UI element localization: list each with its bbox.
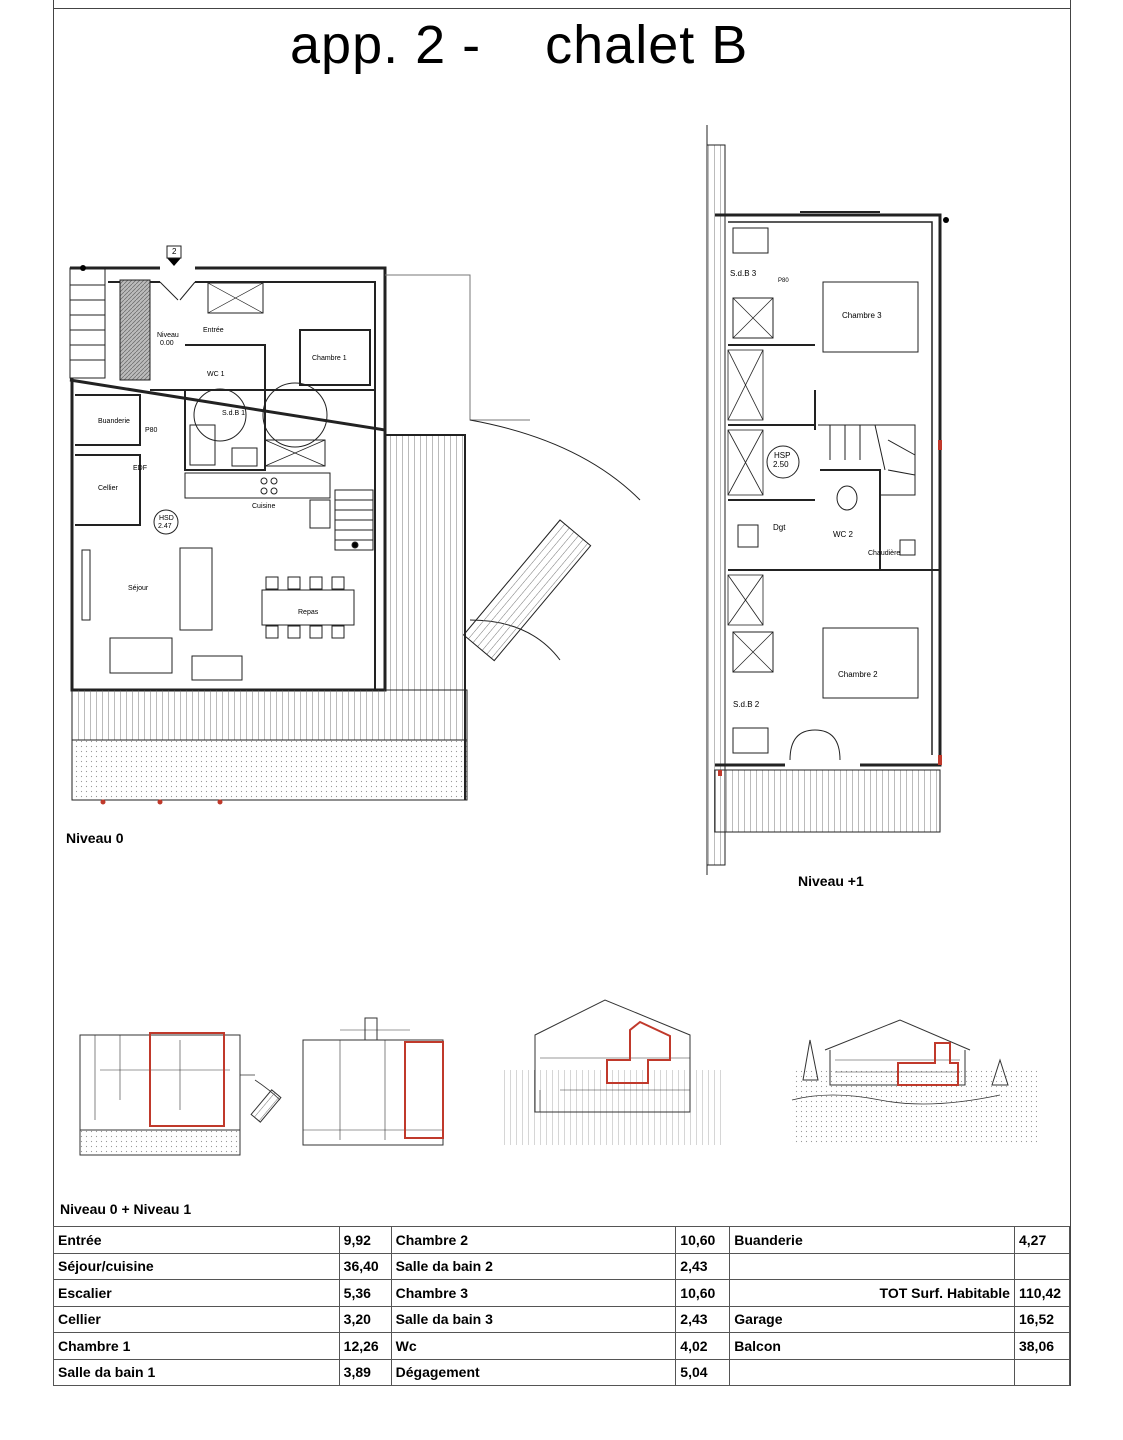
- room-wc2: WC 2: [833, 530, 853, 539]
- room-name: Cellier: [54, 1306, 340, 1333]
- table-row: [54, 1333, 1070, 1360]
- table-row: [54, 1359, 1070, 1386]
- room-area: 38,06: [1014, 1333, 1069, 1360]
- hsp-value: 2.50: [773, 460, 789, 469]
- thumbnail-level0: [80, 1033, 281, 1155]
- room-area: 10,60: [676, 1280, 730, 1307]
- room-name: Chambre 3: [391, 1280, 676, 1307]
- room-area: 36,40: [339, 1253, 391, 1280]
- room-area: 5,36: [339, 1280, 391, 1307]
- areas-table: [53, 1226, 1070, 1386]
- thumbnail-section: [502, 1000, 726, 1145]
- room-dgt: Dgt: [773, 523, 786, 532]
- room-name: [730, 1359, 1015, 1386]
- page-title: app. 2 - chalet B: [290, 15, 749, 75]
- room-area: 3,20: [339, 1306, 391, 1333]
- room-area: 2,43: [676, 1253, 730, 1280]
- room-cuisine: Cuisine: [252, 503, 276, 510]
- room-area: 12,26: [339, 1333, 391, 1360]
- table-row: [54, 1306, 1070, 1333]
- room-area: 9,92: [339, 1227, 391, 1254]
- room-area: 5,04: [676, 1359, 730, 1386]
- hsd-value: 2.47: [158, 523, 172, 530]
- room-area: 4,27: [1014, 1227, 1069, 1254]
- room-name: Salle da bain 1: [54, 1359, 340, 1386]
- total-label: TOT Surf. Habitable: [730, 1280, 1015, 1307]
- room-name: Garage: [730, 1306, 1015, 1333]
- room-name: Séjour/cuisine: [54, 1253, 340, 1280]
- total-area: 110,42: [1014, 1280, 1069, 1307]
- room-entree: Entrée: [203, 327, 224, 334]
- thumbnail-level1: [303, 1018, 443, 1145]
- room-name: Dégagement: [391, 1359, 676, 1386]
- entry-marker: 2: [172, 247, 177, 256]
- plan-level-1: [707, 125, 949, 875]
- room-area: 10,60: [676, 1227, 730, 1254]
- room-area: [1014, 1359, 1069, 1386]
- hsd-label: HSD: [159, 515, 174, 522]
- caption-level-1: Niveau +1: [798, 873, 864, 889]
- room-name: Salle da bain 3: [391, 1306, 676, 1333]
- caption-level-0: Niveau 0: [66, 830, 124, 846]
- room-name: Balcon: [730, 1333, 1015, 1360]
- niveau-label: Niveau: [157, 332, 179, 339]
- room-name: [730, 1253, 1015, 1280]
- room-area: 4,02: [676, 1333, 730, 1360]
- room-name: Escalier: [54, 1280, 340, 1307]
- room-name: Chambre 1: [54, 1333, 340, 1360]
- room-repas: Repas: [298, 609, 319, 616]
- room-sdb3: S.d.B 3: [730, 269, 757, 278]
- niveau-value: 0.00: [160, 340, 174, 347]
- door-p80-l1: P80: [778, 278, 789, 284]
- room-wc1: WC 1: [207, 371, 225, 378]
- room-buanderie: Buanderie: [98, 418, 130, 425]
- room-chambre1: Chambre 1: [312, 355, 347, 362]
- room-name: Buanderie: [730, 1227, 1015, 1254]
- table-row: [54, 1280, 1070, 1307]
- hsp-label: HSP: [774, 451, 791, 460]
- plan-level-0: [70, 246, 640, 805]
- room-cellier: Cellier: [98, 485, 118, 492]
- room-name: Chambre 2: [391, 1227, 676, 1254]
- room-sejour: Séjour: [128, 585, 149, 592]
- room-chambre2: Chambre 2: [838, 670, 878, 679]
- room-sdb2: S.d.B 2: [733, 700, 760, 709]
- room-name: Wc: [391, 1333, 676, 1360]
- room-area: 2,43: [676, 1306, 730, 1333]
- room-area: 16,52: [1014, 1306, 1069, 1333]
- thumbnail-facade: [792, 1020, 1037, 1145]
- room-name: Entrée: [54, 1227, 340, 1254]
- table-row: [54, 1253, 1070, 1280]
- room-sdb1: S.d.B 1: [222, 410, 245, 417]
- room-area: 3,89: [339, 1359, 391, 1386]
- table-row: [54, 1227, 1070, 1254]
- areas-caption: Niveau 0 + Niveau 1: [60, 1201, 192, 1217]
- label-edf: EDF: [133, 465, 147, 472]
- room-chaudiere: Chaudière: [868, 550, 901, 557]
- room-chambre3: Chambre 3: [842, 311, 882, 320]
- room-area: [1014, 1253, 1069, 1280]
- door-p80: P80: [145, 427, 158, 434]
- level1-room-labels: [730, 269, 900, 709]
- room-name: Salle da bain 2: [391, 1253, 676, 1280]
